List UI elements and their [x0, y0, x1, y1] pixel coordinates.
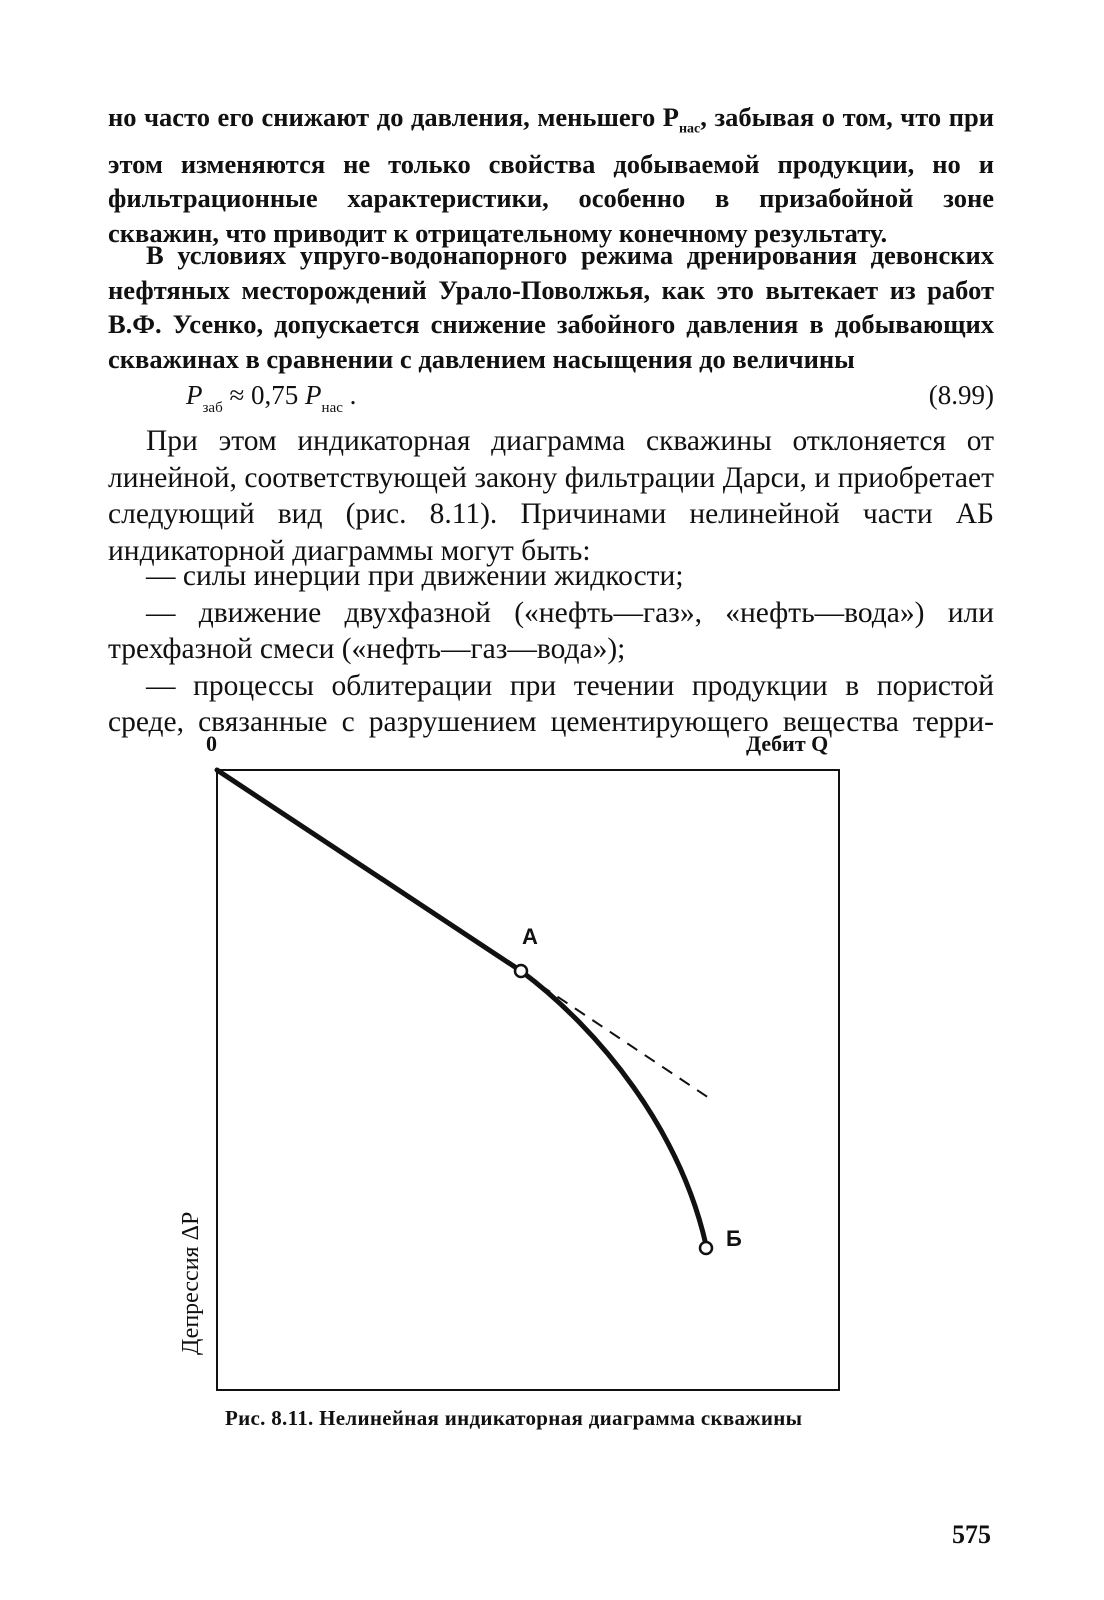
- formula-8-99: $P_{заб} \approx 0,75$ $P_{нас}$ .: [186, 380, 357, 416]
- figure-caption: Рис. 8.11. Нелинейная индикаторная диаграмма скважины: [225, 1406, 803, 1430]
- list-item: — силы инерции при движении жидкости;: [146, 560, 684, 592]
- point-b-marker: [700, 1242, 712, 1254]
- paragraph-1: но часто его снижают до давления, меньшего $P_{нас}$, забывая о том, что при этом изменяются не только свойства добываемой продукции, но и фильтрационные характеристики, особенно в призабойной зоне скважин, что приводит к отрицательному конечному результату.: [108, 102, 994, 248]
- origin-label: 0: [206, 731, 217, 756]
- linear-section: [217, 770, 521, 971]
- subscript-nas: нас: [678, 121, 701, 137]
- point-b-label: Б: [726, 1226, 742, 1251]
- nonlinear-section-ab: [521, 971, 706, 1245]
- list-item: — процессы облитерации при течении продукции в пористой среде, связанные с разрушением цементирующего вещества терри-: [108, 669, 994, 738]
- equation-number: (8.99): [928, 380, 994, 410]
- paragraph-3: При этом индикаторная диаграмма скважины отклоняется от линейной, соответствующей закону фильтрации Дарси, и приобретает следующий вид (рис. 8.11). Причинами нелинейной части АБ индикаторной диаграммы могут быть:: [108, 425, 994, 567]
- plot-frame: [217, 770, 839, 1390]
- page-number: 575: [952, 1520, 991, 1549]
- point-a-label: А: [522, 924, 538, 949]
- point-a-marker: [515, 965, 527, 977]
- paragraph-2: В условиях упруго-водонапорного режима дренирования девонских нефтяных месторождений Урало-Поволжья, как это вытекает из работ В.Ф. Усенко, допускается снижение забойного давления в добывающих скважинах в сравнении с давлением насыщения до величины: [108, 240, 994, 374]
- list-item: — движение двухфазной («нефть—газ», «нефть—вода») или трехфазной смеси («нефть—газ—вода»);: [108, 596, 994, 665]
- darcy-extension-dashed: [540, 985, 712, 1100]
- y-axis-label: Депрессия ΔP: [178, 1211, 204, 1355]
- x-axis-label: Дебит Q: [746, 731, 829, 756]
